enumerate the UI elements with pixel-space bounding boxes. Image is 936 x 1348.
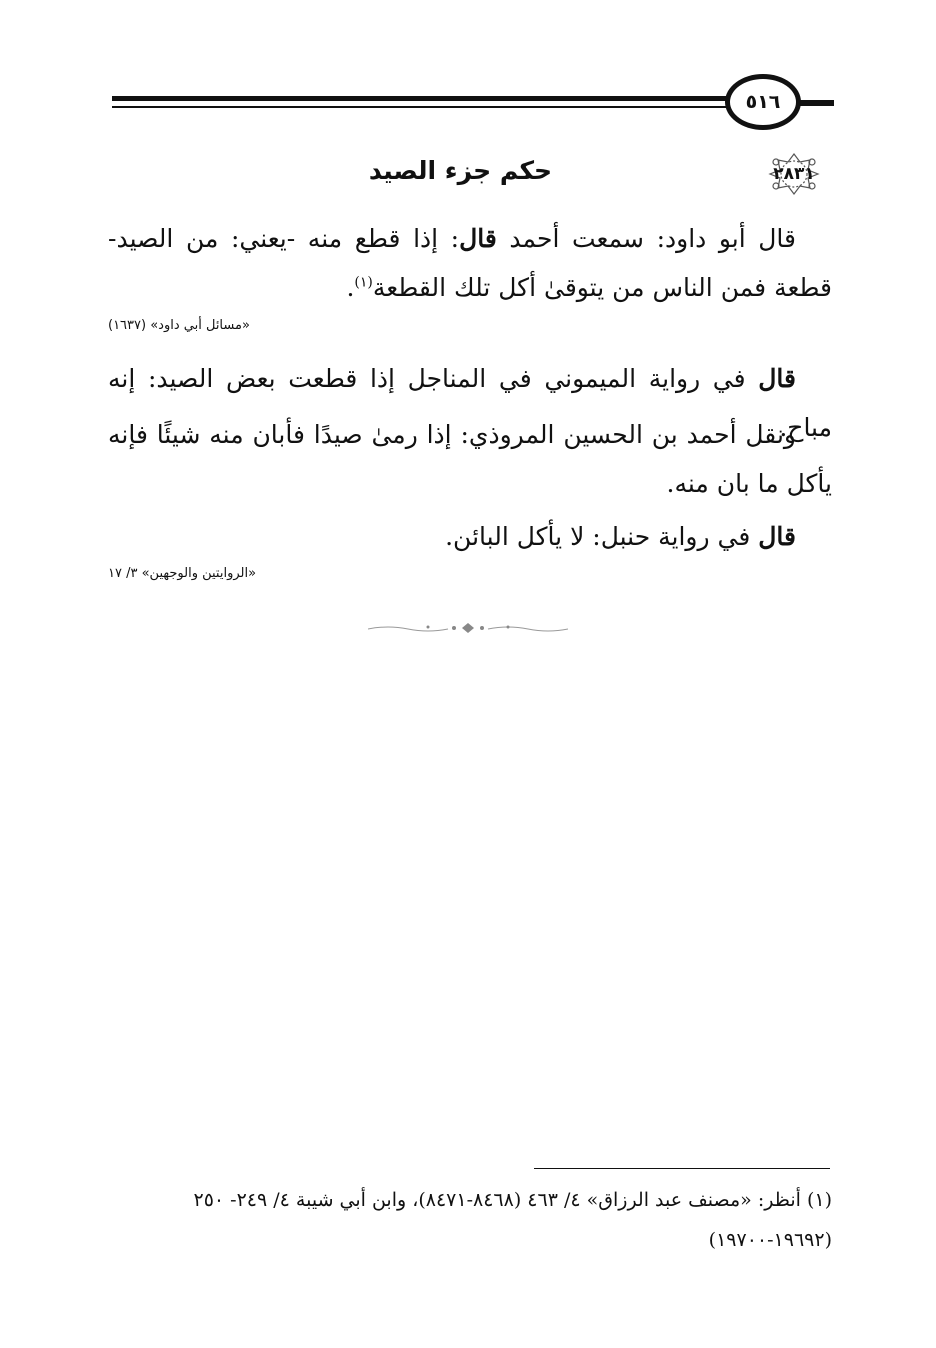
paragraph-1	[108, 214, 832, 312]
header-rule-thin	[112, 106, 732, 108]
footnote-text: أنظر: «مصنف عبد الرزاق» ٤/ ٤٦٣ (٨٤٦٨-٨٤٧١)، وابن أبي شيبة ٤/ ٢٤٩- ٢٥٠ (١٩٦٩٢-١٩٧٠٠)	[193, 1189, 832, 1251]
paragraph-4	[108, 512, 832, 561]
paragraph-1-keyword: قال	[459, 224, 497, 253]
paragraph-2-keyword: قال	[758, 364, 796, 393]
footnote-1	[108, 1180, 832, 1260]
footnote-marker-ref: (١)	[354, 274, 373, 291]
header-rule	[112, 96, 732, 112]
source-citation-2: «الروايتين والوجهين» ٣/ ١٧	[108, 566, 257, 581]
paragraph-2-text: في رواية الميموني في المناجل إذا قطعت بعض الصيد: إنه مباح.	[108, 364, 832, 442]
paragraph-1-lead: قال أبو داود: سمعت أحمد	[496, 224, 797, 253]
page-number: ٥١٦	[745, 91, 781, 113]
header-rule-thick	[112, 96, 732, 101]
paragraph-3-text: ونقل أحمد بن الحسين المروذي: إذا رمىٰ صيدًا فأبان منه شيئًا فإنه يأكل ما بان منه.	[108, 420, 832, 498]
page-number-ring	[725, 74, 801, 130]
entry-title: حكم جزء الصيد	[368, 156, 552, 185]
entry-heading	[112, 152, 824, 198]
ornament-divider-icon	[368, 620, 568, 634]
paragraph-4-text: في رواية حنبل: لا يأكل البائن.	[445, 522, 759, 551]
paragraph-1-text: : إذا قطع منه -يعني: من الصيد- قطعة فمن الناس من يتوقىٰ أكل تلك القطعة	[108, 224, 832, 302]
footnote-marker: (١)	[806, 1189, 832, 1211]
footnote-rule	[534, 1168, 830, 1169]
paragraph-1-end: .	[346, 273, 355, 302]
source-citation-1: «مسائل أبي داود» (١٦٣٧)	[108, 318, 250, 333]
paragraph-4-keyword: قال	[758, 522, 796, 551]
paragraph-3	[108, 410, 832, 508]
header-rule-tail	[800, 100, 834, 106]
entry-number: ٢٨٣١	[773, 164, 815, 184]
